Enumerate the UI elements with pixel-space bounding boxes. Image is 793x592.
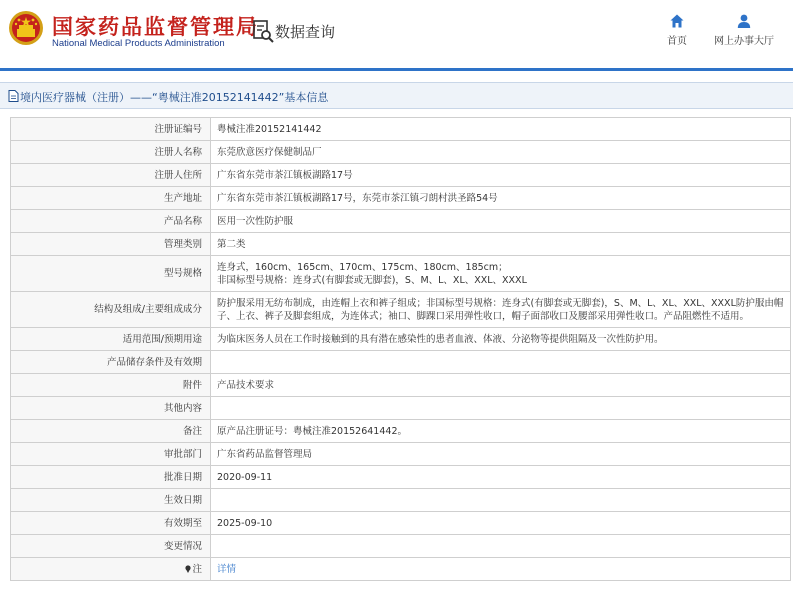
field-label: 变更情况: [11, 535, 211, 558]
header-divider: [0, 68, 793, 71]
field-label: 其他内容: [11, 397, 211, 420]
table-row: [11, 118, 791, 141]
home-icon: [670, 14, 684, 28]
document-search-icon: [252, 19, 274, 43]
field-label: 注册人名称: [11, 141, 211, 164]
registration-detail-table: [10, 117, 791, 581]
field-value: [211, 489, 791, 512]
field-value: [211, 397, 791, 420]
field-value: 广东省药品监督管理局: [211, 443, 791, 466]
table-row: [11, 256, 791, 292]
field-label: 产品储存条件及有效期: [11, 351, 211, 374]
table-row: [11, 292, 791, 328]
field-label: 产品名称: [11, 210, 211, 233]
table-row: [11, 351, 791, 374]
field-label: 生产地址: [11, 187, 211, 210]
nav-online-service-hall[interactable]: [712, 14, 776, 47]
field-label: 审批部门: [11, 443, 211, 466]
field-label: 型号规格: [11, 256, 211, 292]
field-label: 注册人住所: [11, 164, 211, 187]
page-title: 境内医疗器械（注册）——“粤械注准20152141442”基本信息: [20, 91, 329, 104]
table-row: [11, 164, 791, 187]
field-value: 广东省东莞市茶江镇板湖路17号: [211, 164, 791, 187]
nav-online-service-hall-label: 网上办事大厅: [714, 36, 774, 47]
table-row: [11, 397, 791, 420]
table-row: [11, 141, 791, 164]
field-value: 医用一次性防护服: [211, 210, 791, 233]
site-header: [0, 0, 793, 68]
field-value: [211, 256, 791, 292]
field-label: 备注: [11, 420, 211, 443]
table-row: [11, 420, 791, 443]
field-value: [211, 351, 791, 374]
field-value: 粤械注准20152141442: [211, 118, 791, 141]
table-row: [11, 558, 791, 581]
nav-home-label: 首页: [667, 36, 687, 47]
page-title-bar: [0, 82, 793, 109]
field-label: 有效期至: [11, 512, 211, 535]
field-label: [11, 558, 211, 581]
table-row: [11, 466, 791, 489]
field-label: 适用范围/预期用途: [11, 328, 211, 351]
field-value: 2025-09-10: [211, 512, 791, 535]
details-link[interactable]: 详情: [217, 563, 237, 575]
field-value: [211, 535, 791, 558]
nav-home[interactable]: [662, 14, 692, 47]
document-icon: [8, 90, 19, 102]
table-row: [11, 535, 791, 558]
field-label: 注册证编号: [11, 118, 211, 141]
table-row: [11, 233, 791, 256]
field-label: 附件: [11, 374, 211, 397]
field-label: 结构及组成/主要组成成分: [11, 292, 211, 328]
table-row: [11, 328, 791, 351]
field-label: 管理类别: [11, 233, 211, 256]
user-icon: [737, 14, 751, 28]
table-row: [11, 443, 791, 466]
field-value: 为临床医务人员在工作时接触到的具有潜在感染性的患者血液、体液、分泌物等提供阻隔及一次性防护用。: [211, 328, 791, 351]
field-value: [211, 292, 791, 328]
field-value-text: 防护服采用无纺布制成，由连帽上衣和裤子组成；非国标型号规格：连身式(有脚套或无脚套)，S、M、L、XL、XXL、XXXL防护服由帽子、上衣、裤子及脚套组成，为连体式；袖口、脚踝口采用弹性收口，帽子面部收口及腰部采用弹性收口。产品阻燃性不适用。: [217, 297, 784, 322]
table-row: [11, 187, 791, 210]
data-query-label: 数据查询: [275, 23, 336, 41]
site-title: 国家药品监督管理局: [52, 15, 259, 39]
field-value: [211, 558, 791, 581]
site-subtitle: National Medical Products Administration: [52, 38, 225, 49]
field-label-text: 注: [192, 563, 202, 575]
table-row: [11, 489, 791, 512]
field-label: 生效日期: [11, 489, 211, 512]
field-value: 东莞欣意医疗保健制品厂: [211, 141, 791, 164]
field-value: 产品技术要求: [211, 374, 791, 397]
field-value: 广东省东莞市茶江镇板湖路17号，东莞市茶江镇刁朗村洪圣路54号: [211, 187, 791, 210]
field-value-line: 连身式，160cm、165cm、170cm、175cm、180cm、185cm；: [217, 261, 508, 273]
national-emblem-icon: [8, 10, 44, 46]
field-value: 原产品注册证号：粤械注准20152641442。: [211, 420, 791, 443]
field-value: 2020-09-11: [211, 466, 791, 489]
field-label: 批准日期: [11, 466, 211, 489]
table-row: [11, 374, 791, 397]
pin-icon: [185, 565, 191, 573]
table-row: [11, 512, 791, 535]
field-value: 第二类: [211, 233, 791, 256]
field-value-line: 非国标型号规格：连身式(有脚套或无脚套)，S、M、L、XL、XXL、XXXL: [217, 274, 527, 286]
table-row: [11, 210, 791, 233]
